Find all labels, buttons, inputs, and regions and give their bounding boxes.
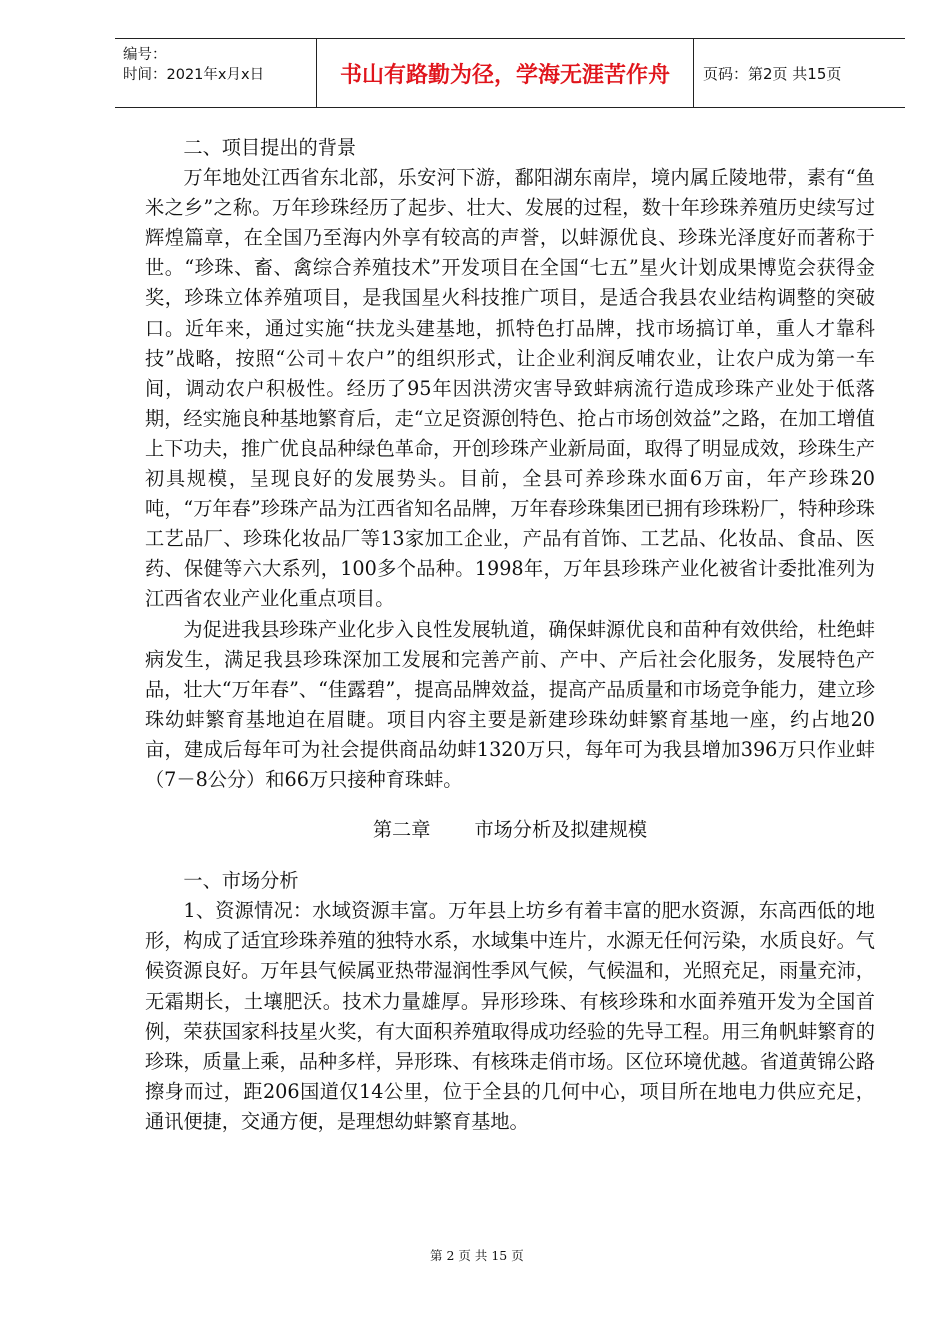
header-page-info: 页码：第2页 共15页 <box>703 64 842 83</box>
chapter-name: 市场分析及拟建规模 <box>474 818 648 842</box>
section-heading: 一、市场分析 <box>183 869 299 893</box>
chapter-number: 第二章 <box>372 818 431 842</box>
header-motto: 书山有路勤为径，学海无涯苦作舟 <box>339 62 670 88</box>
document-body <box>145 133 875 1137</box>
document-header <box>115 38 905 108</box>
time-label: 时间：2021年x月x日 <box>123 67 265 83</box>
number-label: 编号： <box>123 47 167 63</box>
header-meta <box>123 45 315 85</box>
section-heading: 二、项目提出的背景 <box>183 136 357 159</box>
paragraph: 1、资源情况：水域资源丰富。万年县上坊乡有着丰富的肥水资源，东高西低的地形，构成了适宜珍珠养殖的独特水系，水域集中连片，水源无任何污染，水质良好。气候资源良好。万年县气候属亚热带湿润性季风气候，气候温和，光照充足，雨量充沛，无霜期长，土壤肥沃。技术力量雄厚。异形珍珠、有核珍珠和水面养殖开发为全国首例，荣获国家科技星火奖，有大面积养殖取得成功经验的先导工程。用三角帆蚌繁育的珍珠，质量上乘，品种多样，异形珠、有核珠走俏市场。区位环境优越。省道黄锦公路擦身而过，距206国道仅14公里，位于全县的几何中心，项目所在地电力供应充足，通讯便捷，交通方便，是理想幼蚌繁育基地。 <box>145 899 875 1133</box>
page-footer: 第 2 页 共 15 页 <box>430 1248 524 1263</box>
paragraph: 万年地处江西省东北部，乐安河下游，鄱阳湖东南岸，境内属丘陵地带，素有“鱼米之乡”之称。万年珍珠经历了起步、壮大、发展的过程，数十年珍珠养殖历史续写过辉煌篇章，在全国乃至海内外享有较高的声誉，以蚌源优良、珍珠光泽度好而著称于世。“珍珠、畜、禽综合养殖技术”开发项目在全国“七五”星火计划成果博览会获得金奖，珍珠立体养殖项目，是我国星火科技推广项目，是适合我县农业结构调整的突破口。近年来，通过实施“扶龙头建基地，抓特色打品牌，找市场搞订单，重人才靠科技”战略，按照“公司＋农户”的组织形式，让企业利润反哺农业，让农户成为第一车间，调动农户积极性。经历了95年因洪涝灾害导致蚌病流行造成珍珠产业处于低落期，经实施良种基地繁育后，走“立足资源创特色、抢占市场创效益”之路，在加工增值上下功夫，推广优良品种绿色革命，开创珍珠产业新局面，取得了明显成效，珍珠生产初具规模，呈现良好的发展势头。目前，全县可养珍珠水面6万亩，年产珍珠20吨，“万年春”珍珠产品为江西省知名品牌，万年春珍珠集团已拥有珍珠粉厂，特种珍珠工艺品厂、珍珠化妆品厂等13家加工企业，产品有首饰、工艺品、化妆品、食品、医药、保健等六大系列，100多个品种。1998年，万年县珍珠产业化被省计委批准列为江西省农业产业化重点项目。 <box>145 166 875 611</box>
header-divider <box>693 39 694 107</box>
paragraph: 为促进我县珍珠产业化步入良性发展轨道，确保蚌源优良和苗种有效供给，杜绝蚌病发生，满足我县珍珠深加工发展和完善产前、产中、产后社会化服务，发展特色产品，壮大“万年春”、“佳露碧”，提高品牌效益，提高产品质量和市场竞争能力，建立珍珠幼蚌繁育基地迫在眉睫。项目内容主要是新建珍珠幼蚌繁育基地一座，约占地20亩，建成后每年可为社会提供商品幼蚌1320万只，每年可为我县增加396万只作业蚌（7－8公分）和66万只接种育珠蚌。 <box>145 617 875 791</box>
chapter-title <box>145 815 875 845</box>
spacer <box>145 795 875 815</box>
spacer <box>145 845 875 866</box>
